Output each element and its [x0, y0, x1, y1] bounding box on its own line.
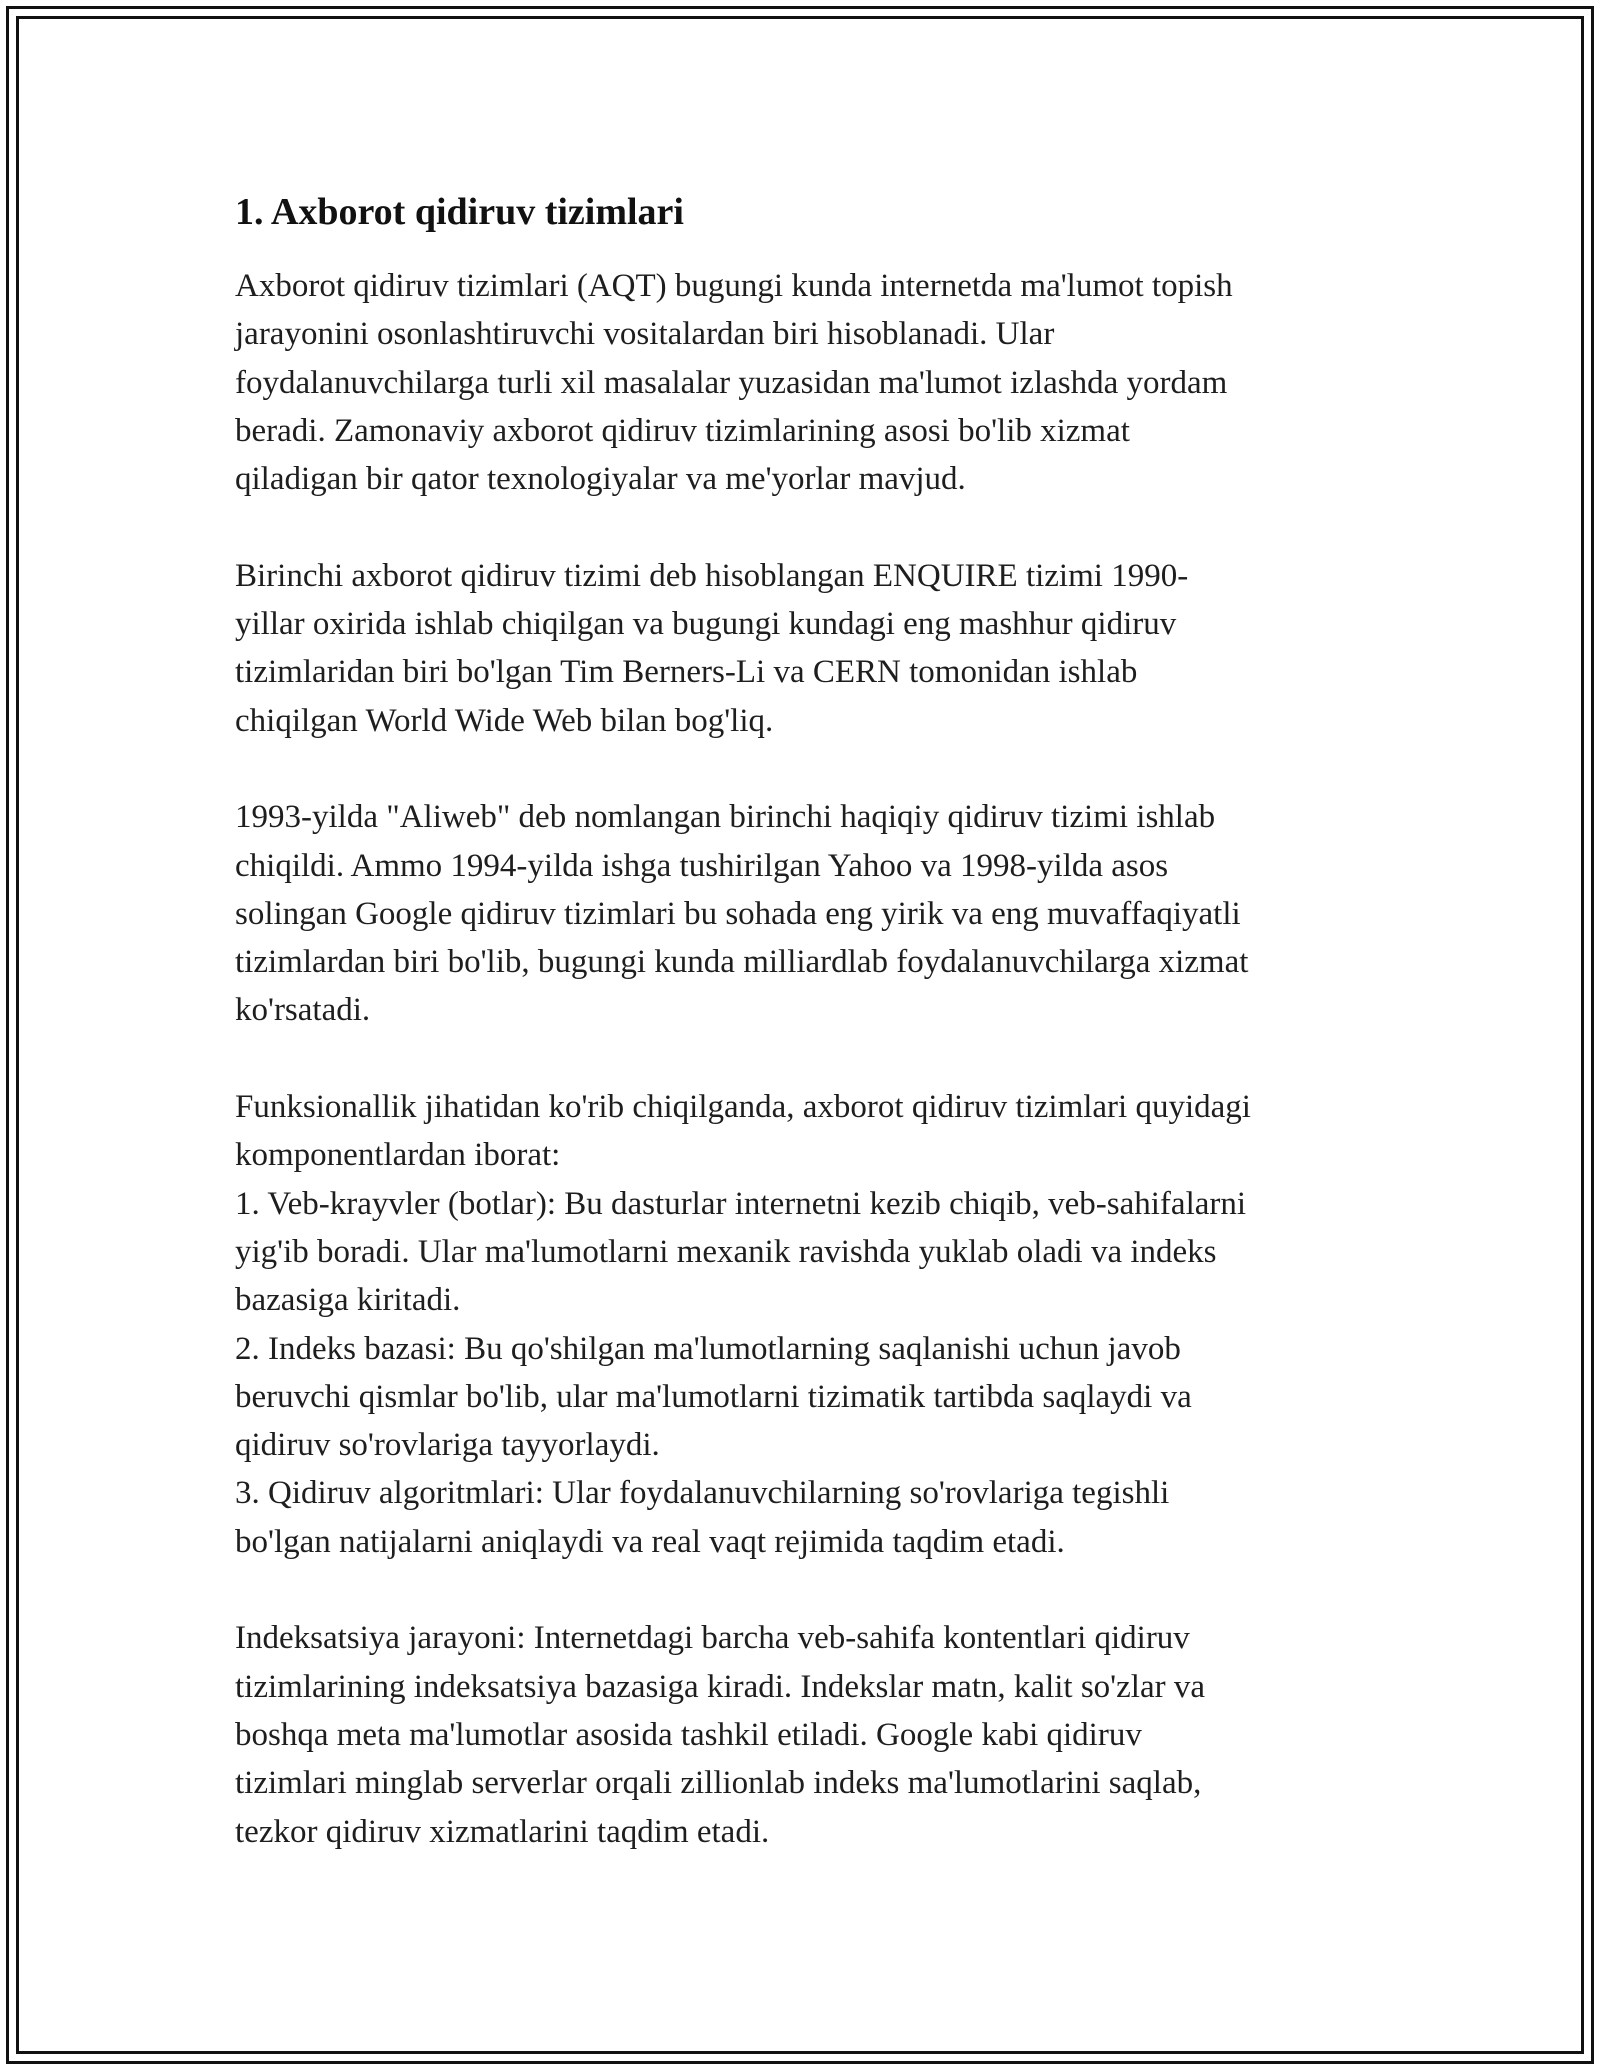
- text-line: Indeksatsiya jarayoni: Internetdagi barcha veb-sahifa kontentlari qidiruv: [235, 1620, 1190, 1657]
- paragraph-list: [235, 262, 1375, 1856]
- text-line: beruvchi qismlar bo'lib, ular ma'lumotlarni tizimatik tartibda saqlaydi va: [235, 1378, 1192, 1415]
- text-line: beradi. Zamonaviy axborot qidiruv tizimlarining asosi bo'lib xizmat: [235, 412, 1130, 449]
- text-line: qiladigan bir qator texnologiyalar va me'yorlar mavjud.: [235, 461, 966, 498]
- text-line: Funksionallik jihatidan ko'rib chiqilganda, axborot qidiruv tizimlari quyidagi: [235, 1089, 1251, 1126]
- text-line: bazasiga kiritadi.: [235, 1282, 461, 1319]
- text-line: Axborot qidiruv tizimlari (AQT) bugungi kunda internetda ma'lumot topish: [235, 268, 1233, 304]
- text-line: komponentlardan iborat:: [235, 1137, 561, 1174]
- paragraph: [235, 793, 1375, 1034]
- text-line: solingan Google qidiruv tizimlari bu sohada eng yirik va eng muvaffaqiyatli: [235, 895, 1241, 932]
- text-line: tizimlari minglab serverlar orqali zillionlab indeks ma'lumotlarini saqlab,: [235, 1765, 1202, 1802]
- text-line: tizimlardan biri bo'lib, bugungi kunda milliardlab foydalanuvchilarga xizmat: [235, 944, 1249, 981]
- text-line: foydalanuvchilarga turli xil masalalar yuzasidan ma'lumot izlashda yordam: [235, 364, 1228, 401]
- paragraph: [235, 262, 1375, 503]
- paragraph: [235, 1083, 1375, 1566]
- document-body: [235, 188, 1375, 1856]
- text-line: yillar oxirida ishlab chiqilgan va bugungi kundagi eng mashhur qidiruv: [235, 606, 1177, 643]
- paragraph: [235, 552, 1375, 745]
- text-line: 2. Indeks bazasi: Bu qo'shilgan ma'lumotlarning saqlanishi uchun javob: [235, 1330, 1181, 1367]
- text-line: 1. Veb-krayvler (botlar): Bu dasturlar internetni kezib chiqib, veb-sahifalarni: [235, 1185, 1247, 1222]
- text-line: 3. Qidiruv algoritmlari: Ular foydalanuvchilarning so'rovlariga tegishli: [235, 1475, 1170, 1512]
- text-line: ko'rsatadi.: [235, 992, 371, 1029]
- text-line: jarayonini osonlashtiruvchi vositalardan biri hisoblanadi. Ular: [235, 316, 1055, 353]
- text-line: tizimlarining indeksatsiya bazasiga kiradi. Indekslar matn, kalit so'zlar va: [235, 1668, 1205, 1705]
- text-line: 1993-yilda "Aliweb" deb nomlangan birinchi haqiqiy qidiruv tizimi ishlab: [235, 799, 1216, 836]
- paragraph: [235, 1614, 1375, 1855]
- text-line: Birinchi axborot qidiruv tizimi deb hisoblangan ENQUIRE tizimi 1990-: [235, 557, 1189, 594]
- text-line: bo'lgan natijalarni aniqlaydi va real vaqt rejimida taqdim etadi.: [235, 1523, 1065, 1560]
- text-line: tizimlaridan biri bo'lgan Tim Berners-Li va CERN tomonidan ishlab: [235, 654, 1138, 691]
- section-heading: 1. Axborot qidiruv tizimlari: [235, 191, 684, 233]
- text-line: qidiruv so'rovlariga tayyorlaydi.: [235, 1427, 660, 1464]
- text-line: chiqilgan World Wide Web bilan bog'liq.: [235, 702, 774, 739]
- text-line: yig'ib boradi. Ular ma'lumotlarni mexanik ravishda yuklab oladi va indeks: [235, 1233, 1217, 1270]
- text-line: boshqa meta ma'lumotlar asosida tashkil etiladi. Google kabi qidiruv: [235, 1716, 1142, 1753]
- text-line: tezkor qidiruv xizmatlarini taqdim etadi.: [235, 1813, 770, 1850]
- text-line: chiqildi. Ammo 1994-yilda ishga tushirilgan Yahoo va 1998-yilda asos: [235, 847, 1169, 884]
